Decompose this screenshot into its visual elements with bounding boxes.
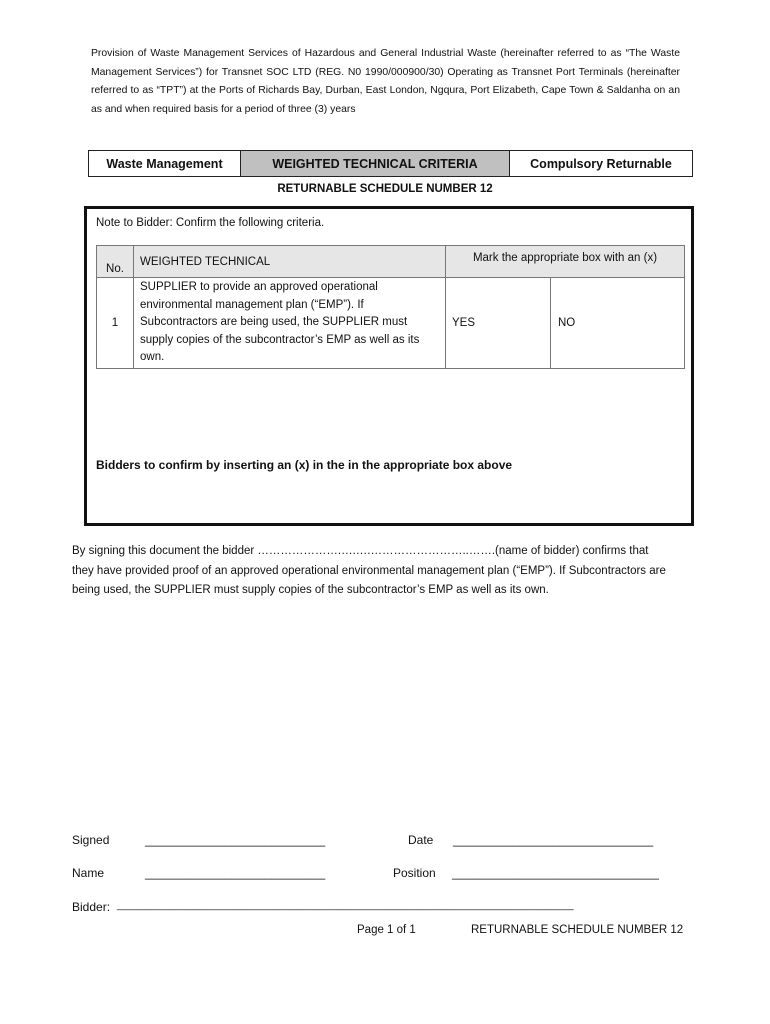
column-header-no: No. — [97, 246, 134, 278]
signed-field[interactable]: ___________________________ — [145, 833, 326, 847]
criteria-box — [84, 206, 694, 526]
column-header-weighted: WEIGHTED TECHNICAL — [134, 246, 446, 278]
schedule-title: RETURNABLE SCHEDULE NUMBER 12 — [277, 183, 493, 195]
no-checkbox-cell[interactable]: NO — [551, 278, 685, 369]
footer-page-number: Page 1 of 1 — [357, 924, 416, 936]
bidder-field[interactable]: _______________________________________________________________________________ — [117, 900, 574, 911]
criteria-table — [96, 245, 685, 369]
signed-label: Signed — [72, 833, 110, 847]
date-field[interactable]: ______________________________ — [453, 833, 654, 847]
signing-statement: By signing this document the bidder ………………….….….……………………..…….(name of bidder) confirms that they have provided proof of an approved operational environmental management plan (“EMP”). If Subcontractors are being used, the SUPPLIER must supply copies of the subcontractor’s EMP as well as its own. — [72, 545, 666, 596]
table-row — [97, 278, 685, 369]
confirm-instruction: Bidders to confirm by inserting an (x) in the in the appropriate box above — [96, 458, 513, 472]
date-label: Date — [408, 833, 434, 847]
name-label: Name — [72, 866, 105, 880]
footer-schedule: RETURNABLE SCHEDULE NUMBER 12 — [471, 924, 684, 936]
row-number: 1 — [97, 278, 134, 369]
criteria-header-row — [97, 246, 685, 278]
header-weighted-criteria: WEIGHTED TECHNICAL CRITERIA — [241, 151, 510, 176]
yes-checkbox-cell[interactable]: YES — [446, 278, 551, 369]
name-field[interactable]: ___________________________ — [145, 866, 326, 880]
header-compulsory-returnable: Compulsory Returnable — [530, 156, 672, 171]
column-header-mark: Mark the appropriate box with an (x) — [446, 246, 685, 278]
position-label: Position — [393, 866, 436, 880]
document-intro: Provision of Waste Management Services of Hazardous and General Industrial Waste (hereinafter referred to as “The Waste Management Services”) for Transnet SOC LTD (REG. N0 1990/000900/30) Operating as Transnet Port Terminals (hereinafter referred to as “TPT”) at the Ports of Richards Bay, Durban, East London, Ngqura, Port Elizabeth, Cape Town & Saldanha on an as and when required basis for a period of three (3) years — [91, 48, 680, 115]
position-field[interactable]: _______________________________ — [452, 866, 659, 880]
bidder-label: Bidder: — [72, 900, 111, 914]
note-to-bidder: Note to Bidder: Confirm the following criteria. — [96, 217, 325, 229]
row-description: SUPPLIER to provide an approved operational environmental management plan (“EMP”). If Subcontractors are being used, the SUPPLIER must supply copies of the subcontractor’s EMP as well as its own. — [134, 278, 446, 369]
header-table — [88, 150, 693, 177]
header-waste-management: Waste Management — [89, 151, 241, 176]
